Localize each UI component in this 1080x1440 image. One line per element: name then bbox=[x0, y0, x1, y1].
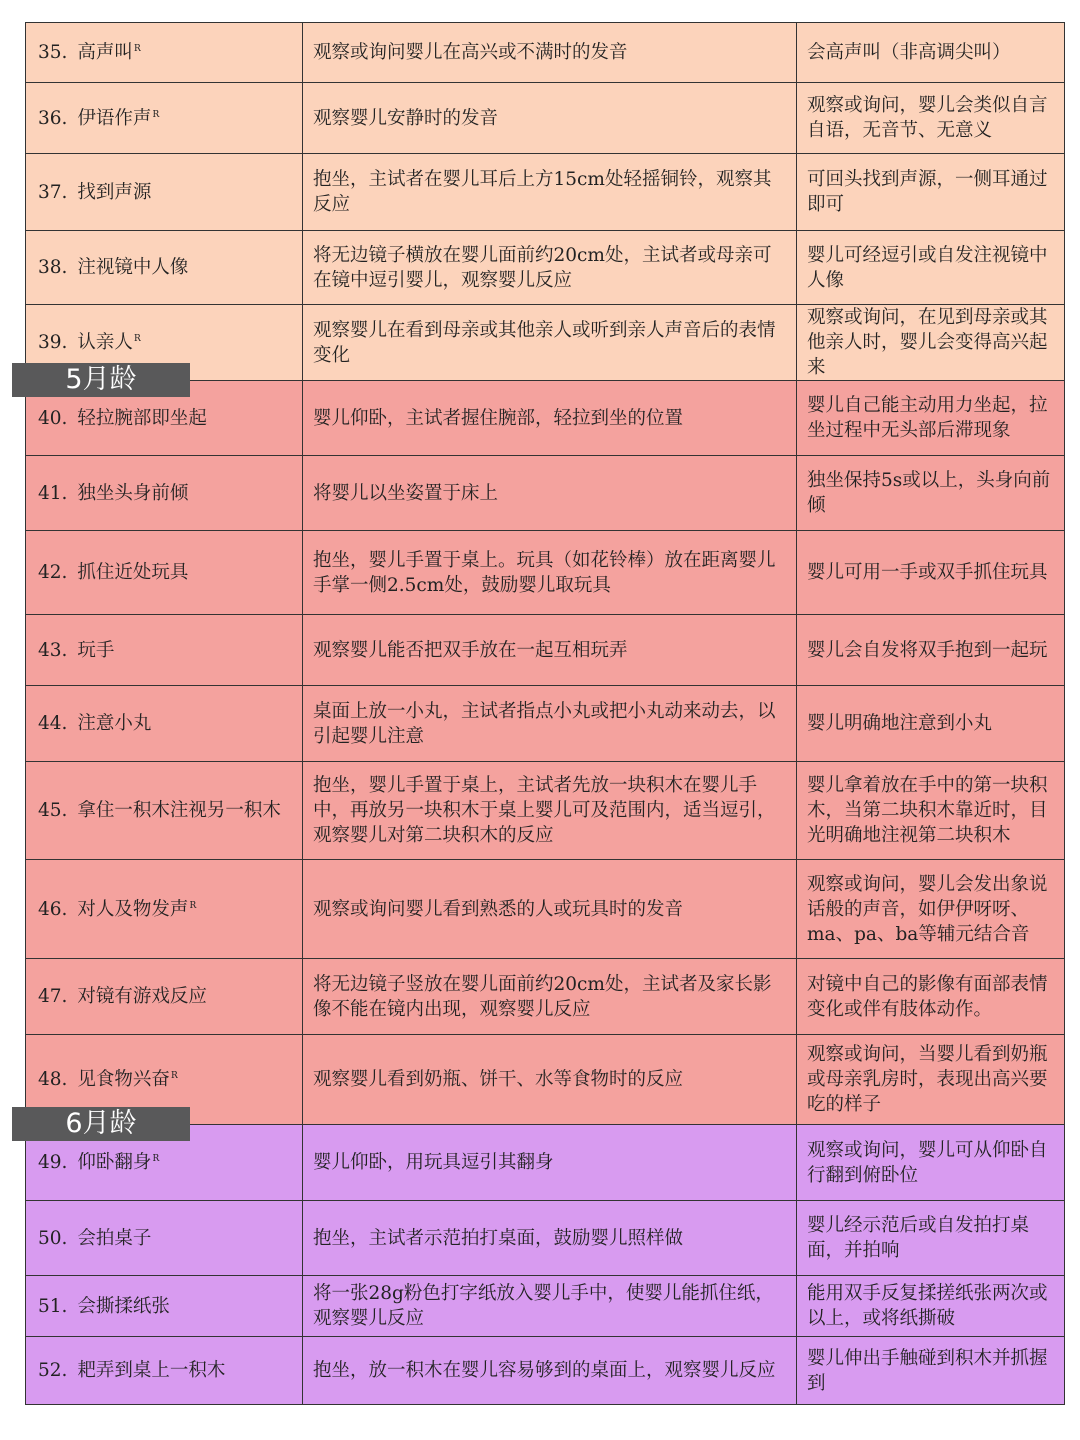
item-name: 认亲人 bbox=[77, 332, 133, 353]
method-cell: 将无边镜子横放在婴儿面前约20cm处，主试者或母亲可在镜中逗引婴儿，观察婴儿反应 bbox=[303, 231, 797, 305]
item-name: 拿住一积木注视另一积木 bbox=[77, 800, 281, 821]
item-cell bbox=[26, 231, 303, 305]
item-number: 44. bbox=[38, 713, 68, 734]
item-cell bbox=[26, 531, 303, 615]
criterion-cell: 婴儿明确地注意到小丸 bbox=[797, 686, 1065, 762]
criterion-cell: 婴儿伸出手触碰到积木并抓握到 bbox=[797, 1337, 1065, 1405]
criterion-cell: 会高声叫（非高调尖叫） bbox=[797, 23, 1065, 83]
criterion-cell: 婴儿自己能主动用力坐起，拉坐过程中无头部后滞现象 bbox=[797, 381, 1065, 456]
item-mark: R bbox=[133, 334, 141, 344]
criterion-cell: 可回头找到声源，一侧耳通过即可 bbox=[797, 154, 1065, 231]
item-number: 39. bbox=[38, 332, 68, 353]
item-cell bbox=[26, 1337, 303, 1405]
method-cell: 观察婴儿看到奶瓶、饼干、水等食物时的反应 bbox=[303, 1035, 797, 1125]
method-cell: 观察婴儿安静时的发音 bbox=[303, 83, 797, 154]
criterion-cell: 婴儿可经逗引或自发注视镜中人像 bbox=[797, 231, 1065, 305]
criterion-cell: 观察或询问，当婴儿看到奶瓶或母亲乳房时，表现出高兴要吃的样子 bbox=[797, 1035, 1065, 1125]
item-number: 40. bbox=[38, 407, 68, 429]
item-number: 46. bbox=[38, 898, 68, 920]
item-name: 玩手 bbox=[77, 639, 115, 661]
item-mark: R bbox=[133, 44, 141, 54]
item-number: 43. bbox=[38, 639, 68, 661]
item-cell bbox=[26, 860, 303, 959]
item-number: 38. bbox=[38, 257, 68, 278]
item-cell bbox=[26, 83, 303, 154]
item-name: 注意小丸 bbox=[77, 713, 152, 734]
criterion-cell: 对镜中自己的影像有面部表情变化或伴有肢体动作。 bbox=[797, 959, 1065, 1035]
table-row bbox=[26, 83, 1065, 154]
item-cell bbox=[26, 1276, 303, 1337]
item-number: 42. bbox=[38, 562, 68, 583]
item-cell bbox=[26, 154, 303, 231]
item-name: 见食物兴奋 bbox=[77, 1069, 170, 1090]
item-number: 51. bbox=[38, 1295, 68, 1317]
method-cell: 将无边镜子竖放在婴儿面前约20cm处，主试者及家长影像不能在镜内出现，观察婴儿反应 bbox=[303, 959, 797, 1035]
item-name: 会拍桌子 bbox=[77, 1227, 152, 1249]
item-cell bbox=[26, 762, 303, 860]
month-5-badge: 5月龄 bbox=[12, 363, 190, 397]
method-cell: 抱坐，婴儿手置于桌上，主试者先放一块积木在婴儿手中，再放另一块积木于桌上婴儿可及范围内，适当逗引，观察婴儿对第二块积木的反应 bbox=[303, 762, 797, 860]
method-cell: 桌面上放一小丸，主试者指点小丸或把小丸动来动去，以引起婴儿注意 bbox=[303, 686, 797, 762]
table-row bbox=[26, 1276, 1065, 1337]
table-row bbox=[26, 456, 1065, 531]
table-row bbox=[26, 1201, 1065, 1276]
method-cell: 观察或询问婴儿看到熟悉的人或玩具时的发音 bbox=[303, 860, 797, 959]
table-body bbox=[26, 23, 1065, 1405]
item-number: 36. bbox=[38, 107, 68, 129]
table-row bbox=[26, 959, 1065, 1035]
item-name: 对人及物发声 bbox=[77, 898, 189, 920]
method-cell: 观察婴儿能否把双手放在一起互相玩弄 bbox=[303, 615, 797, 686]
item-name: 轻拉腕部即坐起 bbox=[77, 407, 207, 429]
method-cell: 婴儿仰卧，用玩具逗引其翻身 bbox=[303, 1125, 797, 1201]
item-number: 48. bbox=[38, 1069, 68, 1090]
table-row bbox=[26, 23, 1065, 83]
item-number: 49. bbox=[38, 1152, 68, 1173]
item-name: 注视镜中人像 bbox=[77, 257, 189, 278]
item-cell bbox=[26, 456, 303, 531]
method-cell: 将一张28g粉色打字纸放入婴儿手中，使婴儿能抓住纸，观察婴儿反应 bbox=[303, 1276, 797, 1337]
item-number: 37. bbox=[38, 181, 68, 203]
criterion-cell: 能用双手反复揉搓纸张两次或以上，或将纸撕破 bbox=[797, 1276, 1065, 1337]
item-mark: R bbox=[170, 1071, 178, 1081]
criterion-cell: 观察或询问，婴儿会发出象说话般的声音，如伊伊呀呀、ma、pa、ba等辅元结合音 bbox=[797, 860, 1065, 959]
method-cell: 抱坐，主试者在婴儿耳后上方15cm处轻摇铜铃，观察其反应 bbox=[303, 154, 797, 231]
item-number: 52. bbox=[38, 1360, 68, 1381]
table-row bbox=[26, 686, 1065, 762]
method-cell: 婴儿仰卧，主试者握住腕部，轻拉到坐的位置 bbox=[303, 381, 797, 456]
item-number: 47. bbox=[38, 986, 68, 1007]
method-cell: 抱坐，婴儿手置于桌上。玩具（如花铃棒）放在距离婴儿手掌一侧2.5cm处，鼓励婴儿取玩具 bbox=[303, 531, 797, 615]
table-row bbox=[26, 231, 1065, 305]
item-cell bbox=[26, 615, 303, 686]
table-row bbox=[26, 762, 1065, 860]
method-cell: 观察或询问婴儿在高兴或不满时的发音 bbox=[303, 23, 797, 83]
item-name: 对镜有游戏反应 bbox=[77, 986, 207, 1007]
criterion-cell: 婴儿会自发将双手抱到一起玩 bbox=[797, 615, 1065, 686]
method-cell: 观察婴儿在看到母亲或其他亲人或听到亲人声音后的表情变化 bbox=[303, 305, 797, 381]
month-6-badge: 6月龄 bbox=[12, 1107, 190, 1141]
assessment-table bbox=[25, 22, 1065, 1405]
method-cell: 抱坐，放一积木在婴儿容易够到的桌面上，观察婴儿反应 bbox=[303, 1337, 797, 1405]
item-name: 高声叫 bbox=[77, 42, 133, 63]
item-cell bbox=[26, 1201, 303, 1276]
item-name: 耙弄到桌上一积木 bbox=[77, 1360, 226, 1381]
item-cell bbox=[26, 959, 303, 1035]
item-number: 50. bbox=[38, 1227, 68, 1249]
item-number: 35. bbox=[38, 42, 68, 63]
criterion-cell: 观察或询问，婴儿可从仰卧自行翻到俯卧位 bbox=[797, 1125, 1065, 1201]
item-cell bbox=[26, 686, 303, 762]
item-cell bbox=[26, 23, 303, 83]
criterion-cell: 婴儿经示范后或自发拍打桌面，并拍响 bbox=[797, 1201, 1065, 1276]
criterion-cell: 婴儿拿着放在手中的第一块积木，当第二块积木靠近时，目光明确地注视第二块积木 bbox=[797, 762, 1065, 860]
item-number: 45. bbox=[38, 800, 68, 821]
item-name: 抓住近处玩具 bbox=[77, 562, 189, 583]
item-name: 仰卧翻身 bbox=[77, 1152, 152, 1173]
item-name: 找到声源 bbox=[77, 181, 152, 203]
criterion-cell: 观察或询问，在见到母亲或其他亲人时，婴儿会变得高兴起来 bbox=[797, 305, 1065, 381]
method-cell: 抱坐，主试者示范拍打桌面，鼓励婴儿照样做 bbox=[303, 1201, 797, 1276]
table-row bbox=[26, 531, 1065, 615]
item-name: 独坐头身前倾 bbox=[77, 482, 189, 504]
method-cell: 将婴儿以坐姿置于床上 bbox=[303, 456, 797, 531]
item-mark: R bbox=[152, 109, 160, 120]
criterion-cell: 观察或询问，婴儿会类似自言自语，无音节、无意义 bbox=[797, 83, 1065, 154]
item-mark: R bbox=[189, 900, 197, 911]
item-name: 会撕揉纸张 bbox=[77, 1295, 170, 1317]
item-name: 伊语作声 bbox=[77, 107, 152, 129]
table-row bbox=[26, 860, 1065, 959]
criterion-cell: 婴儿可用一手或双手抓住玩具 bbox=[797, 531, 1065, 615]
table-row bbox=[26, 154, 1065, 231]
item-number: 41. bbox=[38, 482, 68, 504]
criterion-cell: 独坐保持5s或以上，头身向前倾 bbox=[797, 456, 1065, 531]
table-row bbox=[26, 1337, 1065, 1405]
table-row bbox=[26, 615, 1065, 686]
item-mark: R bbox=[152, 1154, 160, 1164]
